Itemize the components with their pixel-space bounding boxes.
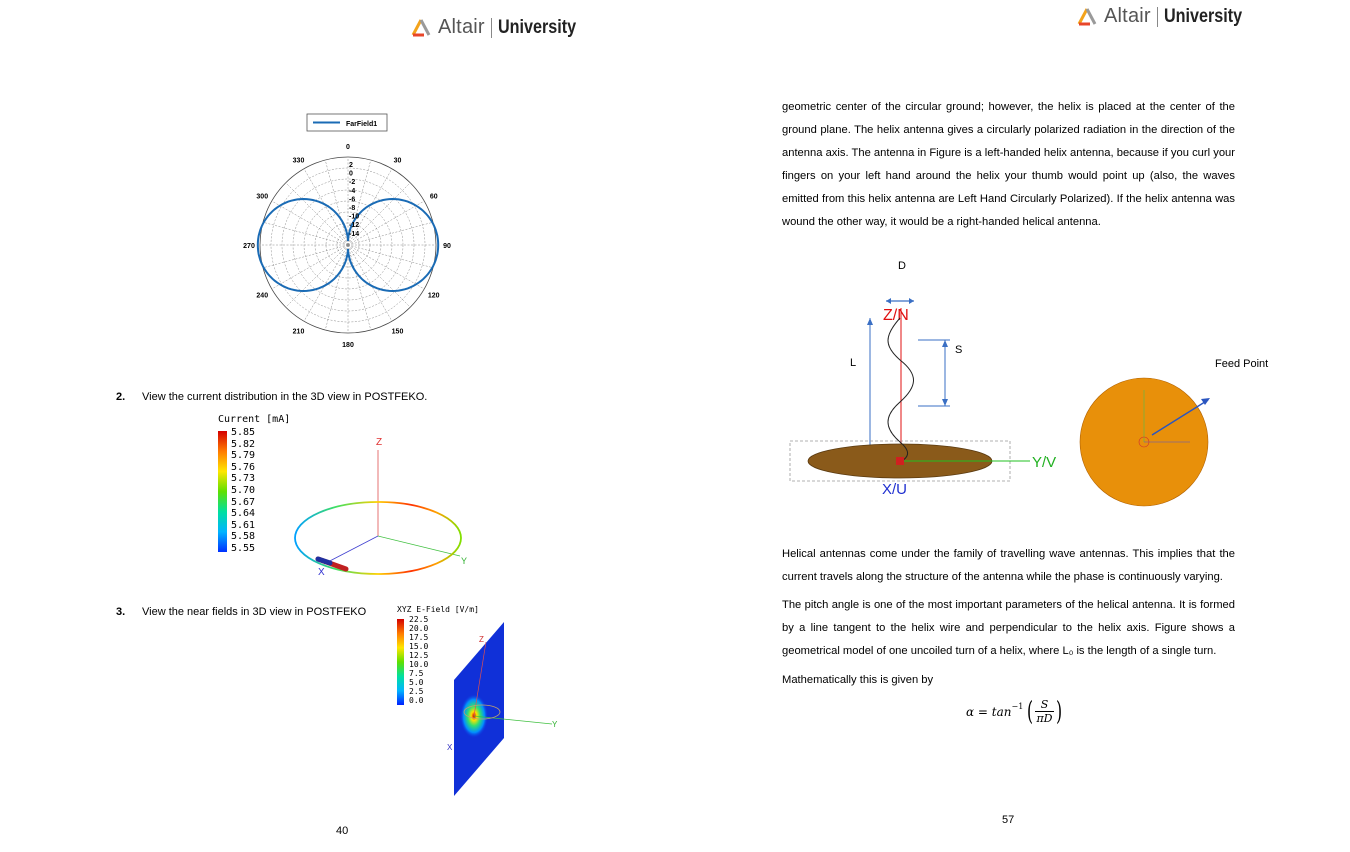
polar-radial-label: -2 [349, 179, 356, 187]
legend-value: 5.55 [231, 543, 256, 554]
feed-marker [896, 457, 904, 465]
near-field-3d-view [440, 620, 570, 800]
legend-value: 5.73 [231, 473, 256, 485]
logo-divider [1157, 7, 1158, 27]
left-page-number: 40 [336, 825, 349, 837]
step-3 [116, 606, 366, 618]
y-axis-line [378, 536, 460, 556]
y-axis-label: Y [552, 720, 558, 729]
right-page-number: 57 [1002, 814, 1015, 826]
brand-name: Altair [438, 16, 485, 38]
z-axis-label: Z [376, 437, 383, 448]
step-number: 2. [116, 391, 126, 403]
polar-angle-label: 30 [393, 157, 402, 165]
formula-denominator: πD [1036, 712, 1053, 725]
polar-grid-spoke [263, 245, 348, 268]
polar-angle-label: 240 [256, 292, 269, 300]
formula-paren-open: ( [1027, 696, 1034, 727]
formula-numerator: S [1040, 698, 1049, 711]
polar-radial-label: -12 [349, 222, 360, 230]
polar-radial-labels [349, 162, 359, 238]
x-axis-label: X [318, 567, 325, 578]
legend-value: 20.0 [409, 624, 429, 633]
current-colorbar [218, 431, 227, 552]
legend-value: 5.58 [231, 531, 256, 543]
legend-value: 2.5 [409, 687, 424, 696]
polar-angle-label: 0 [346, 144, 350, 151]
polar-angle-label: 210 [292, 328, 305, 336]
step-number: 3. [116, 606, 126, 618]
legend-value: 5.0 [409, 678, 424, 687]
polar-angle-label: 180 [342, 342, 354, 349]
legend-value: 12.5 [409, 651, 429, 660]
polar-farfield-chart [228, 108, 468, 358]
polar-grid-spoke [348, 245, 424, 289]
diameter-label: D [898, 260, 906, 272]
polar-grid-spoke [272, 245, 348, 289]
polar-grid-spoke [348, 245, 371, 330]
altair-logo-icon [410, 17, 432, 39]
legend-value: 5.82 [231, 438, 256, 450]
step-text: View the current distribution in the 3D view in POSTFEKO. [142, 391, 428, 403]
polar-grid-spoke [348, 245, 410, 307]
polar-radial-label: 2 [349, 162, 353, 169]
feed-segment-end [318, 559, 330, 563]
polar-radial-label: -6 [349, 196, 356, 204]
paragraph-math-intro: Mathematically this is given by [782, 674, 934, 686]
paragraph-travelling-wave: Helical antennas come under the family of travelling wave antennas. This implies that the current travels along the structure of the antenna while the phase is continuously varying. [782, 548, 1235, 583]
current-distribution-3d-view [290, 432, 480, 580]
polar-grid-spoke [325, 160, 348, 245]
altair-logo-icon [1076, 6, 1098, 28]
polar-grid-spoke [348, 245, 392, 321]
feed-point-label: Feed Point [1215, 358, 1269, 370]
legend-value: 5.79 [231, 450, 256, 462]
polar-radial-label: -10 [349, 213, 360, 221]
logo-divider [491, 18, 492, 38]
polar-angle-label: 330 [292, 157, 305, 165]
polar-grid-spoke [348, 245, 433, 268]
x-axis-line [324, 536, 378, 564]
step-2 [116, 391, 427, 403]
polar-grid-spoke [348, 201, 424, 245]
brand-name: Altair [1104, 5, 1151, 27]
pitch-angle-formula [966, 698, 1064, 725]
polar-angle-label: 120 [427, 292, 440, 300]
polar-radial-label: -4 [349, 187, 356, 195]
polar-grid-spoke [286, 245, 348, 307]
legend-value: 5.85 [231, 427, 256, 438]
legend-value: 5.61 [231, 519, 256, 531]
polar-angle-label: 150 [391, 328, 404, 336]
current-legend-title: Current [mA] [218, 414, 291, 425]
legend-value: 7.5 [409, 669, 424, 678]
y-axis-label: Y/V [1032, 454, 1057, 471]
step-text: View the near fields in 3D view in POSTFEKO [142, 606, 367, 618]
legend-value: 22.5 [409, 615, 429, 624]
paragraph-helix-geometry: geometric center of the circular ground; however, the helix is placed at the center of the ground plane. The helix antenna gives a circularly polarized radiation in the direction of the antenna axis. The antenna in Figure is a left-handed helix antenna, because if you curl your fingers on your left hand around the helix your thumb would point up (also, the waves emitted from this helix antenna are Left Hand Circularly Polarized). If the helix antenna was wound the other way, it would be a right-handed helical antenna. [782, 101, 1235, 228]
polar-grid-spoke [272, 201, 348, 245]
legend-value: 15.0 [409, 642, 429, 651]
legend-value: 10.0 [409, 660, 429, 669]
altair-university-logo-right [1076, 5, 1256, 28]
legend-value: 5.70 [231, 485, 256, 496]
polar-grid-spoke [304, 169, 348, 245]
formula-paren-close: ) [1055, 696, 1062, 727]
brand-suffix: University [1163, 5, 1242, 27]
polar-grid-spoke [348, 222, 433, 245]
polar-angle-label: 60 [429, 193, 438, 201]
y-axis-label: Y [461, 556, 468, 566]
z-axis-label: Z/N [883, 307, 909, 324]
x-axis-label: X/U [882, 481, 908, 498]
formula-lhs: α = tan [966, 704, 1012, 719]
polar-grid-spoke [263, 222, 348, 245]
x-axis-label: X [447, 743, 453, 752]
brand-suffix: University [497, 16, 576, 38]
spacing-label: S [955, 344, 963, 356]
polar-grid-spoke [286, 183, 348, 245]
efield-legend-title: XYZ E-Field [V/m] [397, 605, 479, 614]
formula-superscript: −1 [1011, 702, 1024, 711]
polar-grid-spoke [304, 245, 348, 321]
polar-grid-spoke [325, 245, 348, 330]
polar-radial-label: 0 [349, 170, 353, 178]
polar-radial-label: -14 [349, 230, 360, 238]
helix-antenna-diagram [780, 256, 1280, 516]
legend-value: 5.67 [231, 496, 256, 508]
efield-colorbar [397, 619, 404, 705]
polar-angle-label: 300 [256, 193, 269, 201]
polar-angle-label: 90 [443, 243, 451, 250]
polar-grid [260, 157, 436, 333]
z-axis-label: Z [479, 635, 484, 644]
paragraph-pitch-angle: The pitch angle is one of the most important parameters of the helical antenna. It is formed by a line tangent to the helix wire and perpendicular to the helix axis. Figure shows a geometrical model of one uncoiled turn of a helix, where L₀ is the length of a single turn. [782, 599, 1235, 657]
length-label: L [850, 357, 857, 369]
polar-legend-label: FarField1 [346, 121, 378, 128]
polar-angle-label: 270 [243, 243, 255, 250]
altair-university-logo-left [410, 16, 590, 39]
formula-fraction [1035, 698, 1053, 725]
legend-value: 0.0 [409, 696, 424, 705]
legend-value: 5.76 [231, 461, 256, 473]
legend-value: 17.5 [409, 633, 429, 642]
legend-value: 5.64 [231, 508, 256, 520]
polar-radial-label: -8 [349, 205, 356, 212]
